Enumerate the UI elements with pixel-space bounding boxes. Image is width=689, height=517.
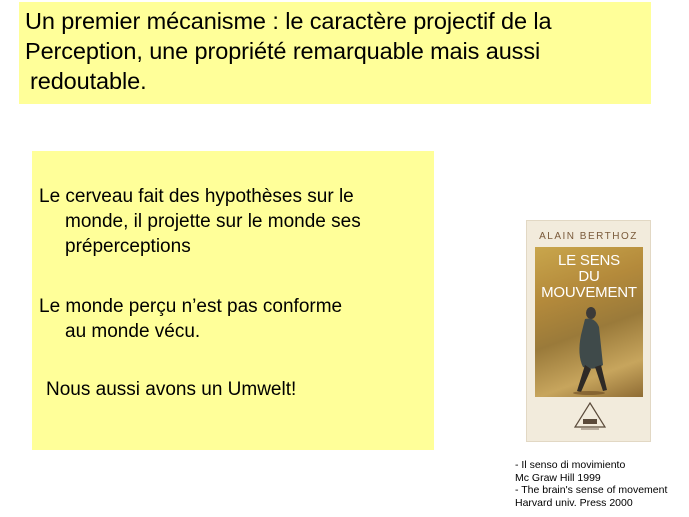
- paragraph-hypotheses: [39, 184, 361, 259]
- title-line-3: redoutable.: [30, 68, 147, 94]
- caption-line: Harvard univ. Press 2000: [515, 496, 633, 509]
- paragraph-line: monde, il projette sur le monde ses: [65, 211, 361, 232]
- title-line-2: Perception, une propriété remarquable mais aussi: [25, 38, 541, 64]
- book-cover: [526, 220, 651, 442]
- book-title: [535, 253, 643, 301]
- paragraph-umwelt: [46, 377, 296, 402]
- paragraph-line: Nous aussi avons un Umwelt!: [46, 379, 297, 400]
- book-title-line: DU MOUVEMENT: [541, 268, 637, 301]
- content-box: [32, 151, 434, 450]
- publisher-logo-icon: [573, 401, 607, 431]
- book-caption: [515, 459, 689, 509]
- book-author: ALAIN BERTHOZ: [539, 231, 638, 242]
- paragraph-line: Le cerveau fait des hypothèses sur le: [39, 186, 354, 207]
- caption-line: - Il senso di movimiento: [515, 459, 626, 471]
- book-title-line: LE SENS: [558, 252, 620, 269]
- title-box: [19, 2, 651, 104]
- slide-title: [25, 6, 649, 96]
- title-line-1: Un premier mécanisme : le caractère projectif de la: [25, 8, 552, 34]
- paragraph-line: Le monde perçu n’est pas conforme: [39, 296, 343, 317]
- caption-line: - The brain's sense of movement: [515, 484, 668, 496]
- caption-line: Mc Graw Hill 1999: [515, 471, 601, 484]
- walking-figure-icon: [569, 305, 609, 395]
- book-artwork: [535, 247, 643, 397]
- paragraph-line: au monde vécu.: [65, 321, 201, 342]
- paragraph-monde-percu: [39, 294, 342, 344]
- paragraph-line: préperceptions: [65, 236, 191, 257]
